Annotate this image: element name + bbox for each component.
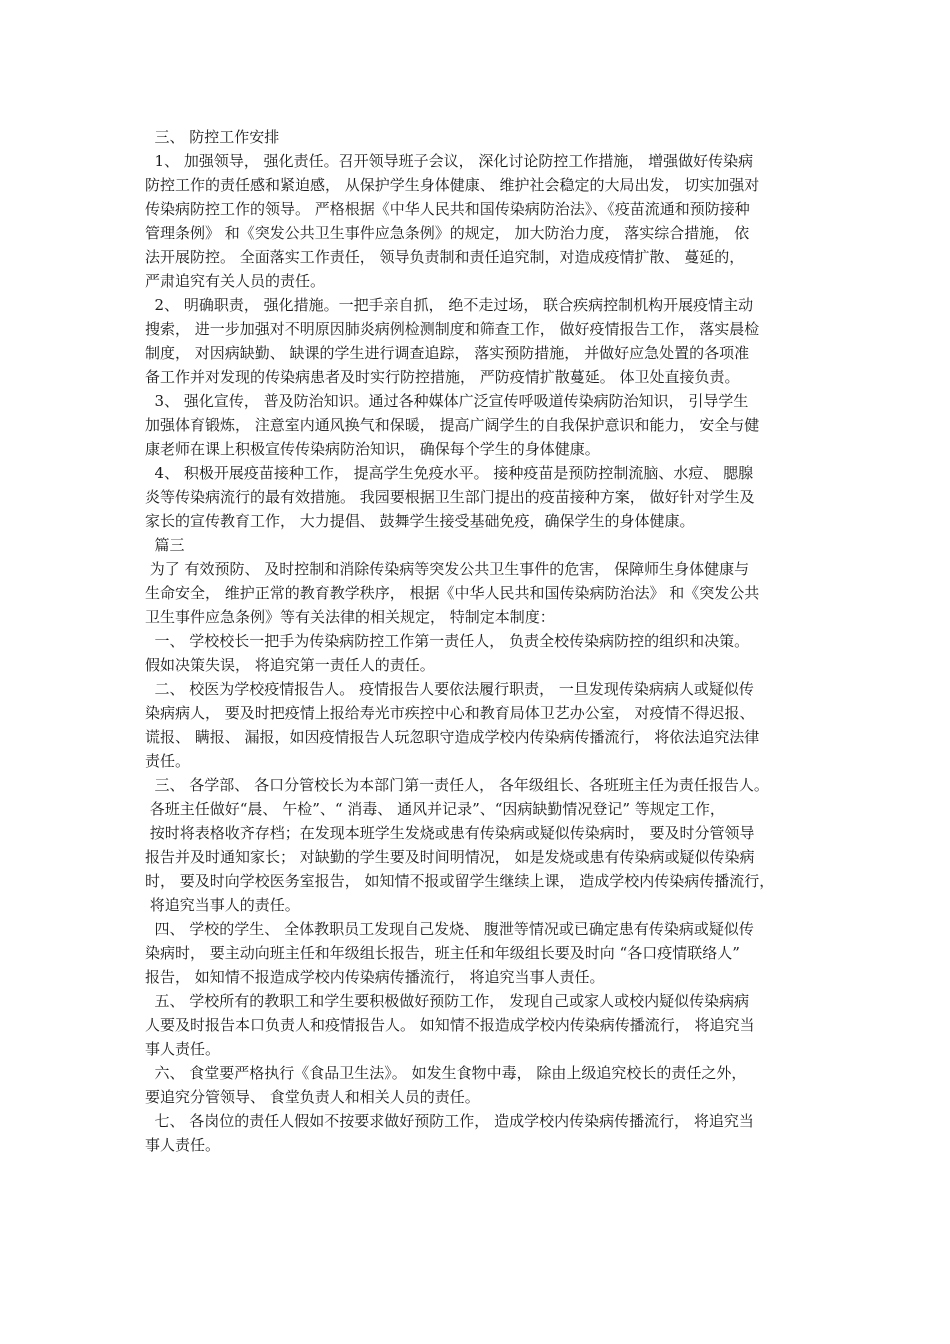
document-line: 染病病人， 要及时把疫情上报给寿光市疾控中心和教育局体卫艺办公室， 对疫情不得迟报、	[145, 704, 755, 722]
document-line: 六、 食堂要严格执行《食品卫生法》。 如发生食物中毒， 除由上级追究校长的责任之外，	[145, 1064, 747, 1082]
document-line: 备工作并对发现的传染病患者及时实行防控措施， 严防疫情扩散蔓延。 体卫处直接负责。	[145, 368, 740, 386]
document-line: 要追究分管领导、 食堂负责人和相关人员的责任。	[145, 1088, 480, 1106]
document-line: 染病时， 要主动向班主任和年级组长报告，班主任和年级组长要及时向 “各口疫情联络人”	[145, 944, 740, 962]
document-line: 防控工作的责任感和紧迫感， 从保护学生身体健康、 维护社会稳定的大局出发， 切实加强对	[145, 176, 760, 194]
document-line: 制度， 对因病缺勤、 缺课的学生进行调查追踪， 落实预防措施， 并做好应急处置的各项准	[145, 344, 750, 362]
document-line: 家长的宣传教育工作， 大力提倡、 鼓舞学生接受基础免疫，确保学生的身体健康。	[145, 512, 695, 530]
document-line: 严肃追究有关人员的责任。	[145, 272, 326, 290]
document-line: 假如决策失误， 将追究第一责任人的责任。	[145, 656, 435, 674]
document-line: 传染病防控工作的领导。 严格根据《中华人民共和国传染病防治法》、《疫苗流通和预防接种	[145, 200, 750, 218]
document-line: 搜索， 进一步加强对不明原因肺炎病例检测制度和筛查工作， 做好疫情报告工作， 落实晨检	[145, 320, 760, 338]
document-line: 生命安全， 维护正常的教育教学秩序， 根据《中华人民共和国传染病防治法》 和《突发公共	[145, 584, 760, 602]
document-line: 责任。	[145, 752, 191, 770]
document-body	[145, 125, 820, 1157]
document-line: 报告， 如知情不报造成学校内传染病传播流行， 将追究当事人责任。	[145, 968, 605, 986]
document-line: 报告并及时通知家长； 对缺勤的学生要及时间明情况， 如是发烧或患有传染病或疑似传染病	[145, 848, 755, 866]
document-line: 1、 加强领导， 强化责任。召开领导班子会议， 深化讨论防控工作措施， 增强做好传染病	[145, 152, 754, 170]
document-line: 七、 各岗位的责任人假如不按要求做好预防工作， 造成学校内传染病传播流行， 将追究当	[145, 1112, 754, 1130]
document-line: 为了 有效预防、 及时控制和消除传染病等突发公共卫生事件的危害， 保障师生身体健康与	[145, 560, 750, 578]
document-line: 加强体育锻炼， 注意室内通风换气和保暖， 提高广阔学生的自我保护意识和能力， 安全与健	[145, 416, 760, 434]
document-line: 事人责任。	[145, 1136, 221, 1154]
document-line: 人要及时报告本口负责人和疫情报告人。 如知情不报造成学校内传染病传播流行， 将追究当	[145, 1016, 755, 1034]
document-line: 二、 校医为学校疫情报告人。 疫情报告人要依法履行职责， 一旦发现传染病病人或疑似传	[145, 680, 754, 698]
document-line: 炎等传染病流行的最有效措施。 我园要根据卫生部门提出的疫苗接种方案， 做好针对学生及	[145, 488, 755, 506]
document-line: 三、 防控工作安排	[145, 128, 280, 146]
document-line: 康老师在课上积极宣传传染病防治知识， 确保每个学生的身体健康。	[145, 440, 600, 458]
document-line: 按时将表格收齐存档；在发现本班学生发烧或患有传染病或疑似传染病时， 要及时分管领导	[145, 824, 755, 842]
document-line: 2、 明确职责， 强化措施。一把手亲自抓， 绝不走过场， 联合疾病控制机构开展疫情主动	[145, 296, 754, 314]
document-line: 法开展防控。 全面落实工作责任， 领导负责制和责任追究制，对造成疫情扩散、 蔓延的，	[145, 248, 745, 266]
document-line: 谎报、 瞒报、 漏报，如因疫情报告人玩忽职守造成学校内传染病传播流行， 将依法追究法律	[145, 728, 760, 746]
document-line: 各班主任做好“晨、 午检”、“ 消毒、 通风并记录”、“因病缺勤情况登记” 等规定工作，	[145, 800, 725, 818]
document-line: 三、 各学部、 各口分管校长为本部门第一责任人， 各年级组长、各班班主任为责任报告人。	[145, 776, 769, 794]
document-line: 管理条例》 和《突发公共卫生事件应急条例》的规定， 加大防治力度， 落实综合措施， 依	[145, 224, 750, 242]
document-line: 3、 强化宣传， 普及防治知识。通过各种媒体广泛宣传呼吸道传染病防治知识， 引导学生	[145, 392, 749, 410]
document-line: 4、 积极开展疫苗接种工作， 提高学生免疫水平。 接种疫苗是预防控制流脑、水痘、 腮腺	[145, 464, 754, 482]
document-line: 将追究当事人的责任。	[145, 896, 300, 914]
document-line: 事人责任。	[145, 1040, 221, 1058]
document-line: 五、 学校所有的教职工和学生要积极做好预防工作， 发现自己或家人或校内疑似传染病病	[145, 992, 750, 1010]
document-line: 一、 学校校长一把手为传染病防控工作第一责任人， 负责全校传染病防控的组织和决策。	[145, 632, 750, 650]
document-line: 时， 要及时向学校医务室报告， 如知情不报或留学生继续上课， 造成学校内传染病传播流行，	[145, 872, 775, 890]
document-line: 卫生事件应急条例》等有关法律的相关规定， 特制定本制度：	[145, 608, 555, 626]
document-line: 篇三	[145, 536, 185, 554]
document-line: 四、 学校的学生、 全体教职员工发现自己发烧、 腹泄等情况或已确定患有传染病或疑似传	[145, 920, 754, 938]
